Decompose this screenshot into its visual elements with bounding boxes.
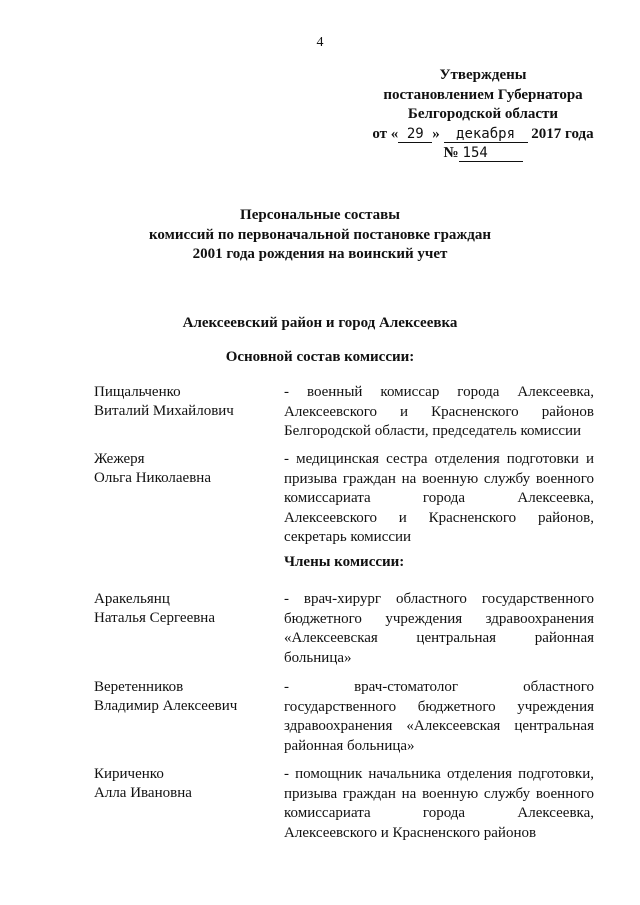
title-line-2: комиссий по первоначальной постановке граждан (148, 226, 492, 243)
role-line: Алексеевского и Красненского районов (284, 403, 594, 420)
role-line: - медицинская сестра отделения подготовки и (284, 451, 594, 467)
approval-region: Белгородской области (407, 106, 559, 122)
member-name (94, 678, 274, 716)
role-line: призыва граждан на военную службу военного (284, 470, 594, 487)
role-line: Белгородской области, председатель комиссии (284, 423, 582, 439)
role-line: бюджетного учреждения здравоохранения (284, 610, 594, 627)
role-line: Алексеевского и Красненского районов (284, 824, 537, 841)
member-given-names: Виталий Михайлович (94, 403, 234, 419)
number-label: № (443, 145, 459, 161)
role-line: государственного бюджетного учреждения (284, 698, 594, 715)
approval-date (370, 125, 596, 145)
date-year: 2017 года (531, 125, 594, 142)
approval-decree: постановлением Губернатора (383, 86, 583, 103)
role-line: - врач-стоматолог областного (284, 679, 594, 695)
member-given-names: Владимир Алексеевич (94, 698, 238, 714)
approval-block (370, 66, 596, 164)
members-heading: Члены комиссии: (284, 554, 405, 570)
district-heading: Алексеевский район и город Алексеевка (182, 315, 458, 331)
date-prefix: от « (372, 125, 399, 142)
member-role (284, 678, 594, 756)
member-given-names: Наталья Сергеевна (94, 610, 215, 626)
member-given-names: Алла Ивановна (94, 785, 192, 801)
member-name (94, 765, 274, 803)
page-number: 4 (316, 35, 324, 50)
approval-title: Утверждены (439, 67, 527, 83)
role-line: - помощник начальника отделения подготовки, (284, 766, 594, 782)
date-day: 29 (398, 127, 432, 143)
member-name (94, 383, 274, 421)
member-name (94, 450, 274, 488)
member-role (284, 450, 594, 548)
role-line: - врач-хирург областного государственного (284, 591, 594, 607)
approval-number (370, 144, 596, 164)
document-title (0, 206, 640, 265)
member-given-names: Ольга Николаевна (94, 470, 211, 486)
member-role (284, 590, 594, 668)
role-line: «Алексеевская центральная районная (284, 630, 594, 646)
role-line: больница» (284, 649, 352, 666)
role-line: комиссариата города Алексеевка, (284, 490, 594, 506)
date-month: декабря (444, 127, 528, 143)
main-composition-heading: Основной состав комиссии: (225, 349, 415, 365)
member-name (94, 590, 274, 628)
role-line: Алексеевского и Красненского районов, (284, 509, 594, 526)
member-surname: Жежеря (94, 451, 145, 467)
member-surname: Аракельянц (94, 591, 170, 607)
role-line: здравоохранения «Алексеевская центральная (284, 718, 594, 734)
member-role (284, 383, 594, 442)
member-surname: Веретенников (94, 679, 184, 695)
role-line: секретарь комиссии (284, 529, 412, 545)
role-line: - военный комиссар города Алексеевка, (284, 384, 594, 400)
role-line: призыва граждан на военную службу военного (284, 785, 594, 802)
date-mid: » (432, 125, 440, 142)
member-role (284, 765, 594, 843)
member-surname: Кириченко (94, 766, 164, 782)
role-line: районная больница» (284, 737, 415, 754)
title-line-1: Персональные составы (240, 207, 400, 223)
member-surname: Пищальченко (94, 384, 181, 400)
role-line: комиссариата города Алексеевка, (284, 805, 594, 821)
number-value: 154 (459, 146, 523, 162)
title-line-3: 2001 года рождения на воинский учет (192, 246, 448, 262)
